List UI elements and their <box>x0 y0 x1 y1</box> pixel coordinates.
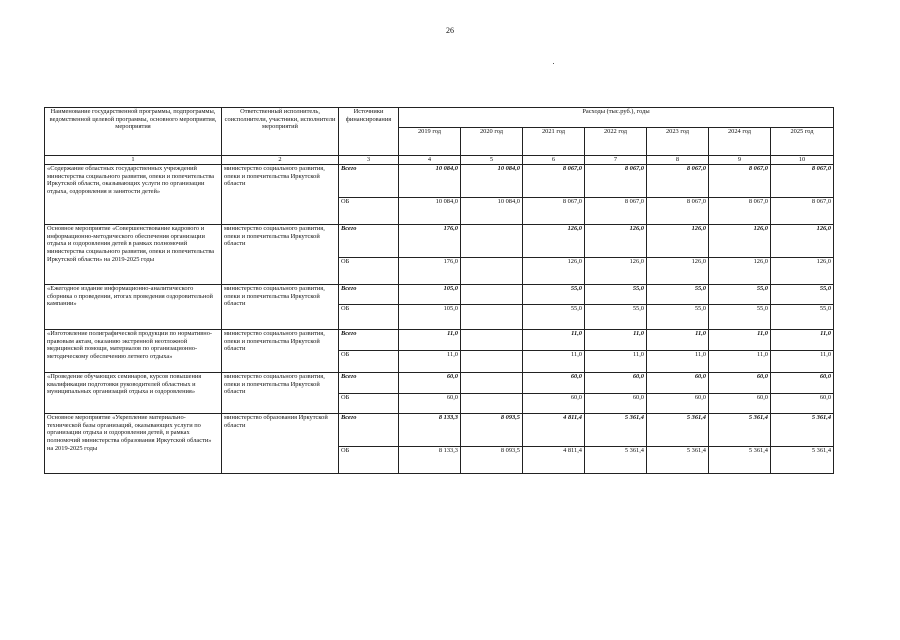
ob-value: 5 361,4 <box>585 447 647 474</box>
total-value: 11,0 <box>523 330 585 351</box>
ob-value: 8 067,0 <box>523 198 585 225</box>
ob-value: 176,0 <box>399 258 461 285</box>
table-row <box>45 330 834 351</box>
measure-name: «Содержание областных государственных учреждений министерства социального развития, опеки и попечительства Иркутской области, оказывающих услуги по организации отдыха, оздоровления и занятости детей» <box>45 165 222 225</box>
header-responsible: Ответственный исполнитель, соисполнители, участники, исполнители мероприятий <box>222 108 339 156</box>
ob-value: 10 084,0 <box>461 198 523 225</box>
ob-value: 8 067,0 <box>585 198 647 225</box>
responsible-executor: министерство социального развития, опеки и попечительства Иркутской области <box>222 165 339 225</box>
source-ob-label: ОБ <box>339 394 399 414</box>
ob-value: 5 361,4 <box>771 447 834 474</box>
ob-value: 8 093,5 <box>461 447 523 474</box>
header-name: Наименование государственной программы, подпрограммы, ведомственной целевой программы, основного мероприятия, мероприятия <box>45 108 222 156</box>
column-number: 10 <box>771 156 834 165</box>
expenses-table <box>44 107 834 474</box>
total-value: 60,0 <box>647 373 709 394</box>
total-value: 5 361,4 <box>647 414 709 447</box>
ob-value: 126,0 <box>709 258 771 285</box>
total-value: 11,0 <box>709 330 771 351</box>
total-value: 126,0 <box>523 225 585 258</box>
ob-value: 11,0 <box>647 351 709 373</box>
total-value: 11,0 <box>771 330 834 351</box>
total-value <box>461 330 523 351</box>
page-number: 26 <box>446 26 454 35</box>
ob-value: 55,0 <box>709 305 771 330</box>
total-value: 8 067,0 <box>585 165 647 198</box>
column-number: 7 <box>585 156 647 165</box>
ob-value: 11,0 <box>709 351 771 373</box>
header-year: 2020 год <box>461 128 523 156</box>
measure-name: «Проведение обучающих семинаров, курсов повышения квалификации подготовки руководителей областных и муниципальных организаций отдыха и оздоровления» <box>45 373 222 414</box>
total-value: 4 811,4 <box>523 414 585 447</box>
total-value: 105,0 <box>399 285 461 305</box>
total-value: 126,0 <box>709 225 771 258</box>
total-value: 60,0 <box>771 373 834 394</box>
ob-value: 126,0 <box>771 258 834 285</box>
total-value: 8 067,0 <box>523 165 585 198</box>
responsible-executor: министерство социального развития, опеки и попечительства Иркутской области <box>222 373 339 414</box>
ob-value: 60,0 <box>585 394 647 414</box>
total-value: 60,0 <box>709 373 771 394</box>
header-year: 2024 год <box>709 128 771 156</box>
total-value: 55,0 <box>647 285 709 305</box>
total-value: 11,0 <box>399 330 461 351</box>
ob-value: 8 133,3 <box>399 447 461 474</box>
total-value: 10 084,0 <box>399 165 461 198</box>
total-value: 8 067,0 <box>647 165 709 198</box>
total-value <box>461 373 523 394</box>
column-number: 9 <box>709 156 771 165</box>
ob-value: 11,0 <box>523 351 585 373</box>
total-value <box>461 225 523 258</box>
ob-value: 11,0 <box>771 351 834 373</box>
ob-value <box>461 305 523 330</box>
total-value: 126,0 <box>647 225 709 258</box>
source-ob-label: ОБ <box>339 258 399 285</box>
ob-value: 60,0 <box>771 394 834 414</box>
responsible-executor: министерство социального развития, опеки и попечительства Иркутской области <box>222 330 339 373</box>
ob-value: 105,0 <box>399 305 461 330</box>
ob-value: 126,0 <box>523 258 585 285</box>
ob-value: 8 067,0 <box>647 198 709 225</box>
ob-value: 55,0 <box>523 305 585 330</box>
ob-value <box>461 351 523 373</box>
total-value: 176,0 <box>399 225 461 258</box>
column-number: 4 <box>399 156 461 165</box>
source-ob-label: ОБ <box>339 305 399 330</box>
ob-value: 126,0 <box>647 258 709 285</box>
ob-value: 8 067,0 <box>709 198 771 225</box>
ob-value: 55,0 <box>647 305 709 330</box>
ob-value <box>461 394 523 414</box>
source-total-label: Всего <box>341 225 357 232</box>
total-value: 55,0 <box>709 285 771 305</box>
source-total-label: Всего <box>341 373 357 380</box>
total-value: 60,0 <box>585 373 647 394</box>
ob-value: 126,0 <box>585 258 647 285</box>
total-value: 5 361,4 <box>585 414 647 447</box>
total-value: 126,0 <box>585 225 647 258</box>
total-value: 55,0 <box>585 285 647 305</box>
total-value: 5 361,4 <box>771 414 834 447</box>
table-row <box>45 414 834 447</box>
ob-value: 5 361,4 <box>709 447 771 474</box>
table-row <box>45 165 834 198</box>
measure-name: «Изготовление полиграфической продукции по нормативно-правовым актам, оказанию экстренной неотложной медицинской помощи, материалов по организационно-методическому обеспечению летнего отдыха» <box>45 330 222 373</box>
source-ob-label: ОБ <box>339 198 399 225</box>
header-year: 2021 год <box>523 128 585 156</box>
source-total-label: Всего <box>341 165 357 172</box>
responsible-executor: министерство социального развития, опеки и попечительства Иркутской области <box>222 285 339 330</box>
total-value: 55,0 <box>523 285 585 305</box>
column-number: 8 <box>647 156 709 165</box>
source-ob-label: ОБ <box>339 351 399 373</box>
column-number: 1 <box>45 156 222 165</box>
total-value: 8 133,3 <box>399 414 461 447</box>
total-value: 8 093,5 <box>461 414 523 447</box>
table-row <box>45 285 834 305</box>
responsible-executor: министерство образования Иркутской области <box>222 414 339 474</box>
ob-value: 11,0 <box>399 351 461 373</box>
table-row <box>45 225 834 258</box>
header-year: 2025 год <box>771 128 834 156</box>
total-value: 11,0 <box>585 330 647 351</box>
source-total-label: Всего <box>341 414 357 421</box>
ob-value: 60,0 <box>399 394 461 414</box>
total-value: 60,0 <box>523 373 585 394</box>
total-value: 5 361,4 <box>709 414 771 447</box>
total-value: 8 067,0 <box>709 165 771 198</box>
header-source: Источники финансирования <box>339 108 399 156</box>
table-row <box>45 373 834 394</box>
source-total-label: Всего <box>341 285 357 292</box>
scan-speck <box>553 63 554 64</box>
measure-name: Основное мероприятие «Совершенствование кадрового и информационно-методического обеспечения организации отдыха и оздоровления детей в рамках полномочий министерства социального развития, опеки и попечительства Иркутской области» на 2019-2025 годы <box>45 225 222 285</box>
ob-value: 10 084,0 <box>399 198 461 225</box>
header-year: 2019 год <box>399 128 461 156</box>
ob-value: 11,0 <box>585 351 647 373</box>
ob-value: 60,0 <box>523 394 585 414</box>
source-total-label: Всего <box>341 330 357 337</box>
total-value: 60,0 <box>399 373 461 394</box>
column-number: 6 <box>523 156 585 165</box>
header-year: 2023 год <box>647 128 709 156</box>
ob-value: 60,0 <box>709 394 771 414</box>
ob-value: 60,0 <box>647 394 709 414</box>
total-value <box>461 285 523 305</box>
ob-value: 55,0 <box>771 305 834 330</box>
total-value: 55,0 <box>771 285 834 305</box>
measure-name: «Ежегодное издание информационно-аналитического сборника о проведении, итогах проведения оздоровительной кампании» <box>45 285 222 330</box>
column-number: 2 <box>222 156 339 165</box>
column-number: 3 <box>339 156 399 165</box>
total-value: 126,0 <box>771 225 834 258</box>
header-year: 2022 год <box>585 128 647 156</box>
ob-value: 5 361,4 <box>647 447 709 474</box>
total-value: 8 067,0 <box>771 165 834 198</box>
header-expenses: Расходы (тыс.руб.), годы <box>399 108 834 128</box>
responsible-executor: министерство социального развития, опеки и попечительства Иркутской области <box>222 225 339 285</box>
ob-value <box>461 258 523 285</box>
total-value: 11,0 <box>647 330 709 351</box>
source-ob-label: ОБ <box>339 447 399 474</box>
column-number: 5 <box>461 156 523 165</box>
ob-value: 55,0 <box>585 305 647 330</box>
measure-name: Основное мероприятие «Укрепление материально-технической базы организаций, оказывающих услуги по организации отдыха и оздоровления детей, в рамках полномочий министерства образования Иркутской области» на 2019-2025 годы <box>45 414 222 474</box>
ob-value: 4 811,4 <box>523 447 585 474</box>
ob-value: 8 067,0 <box>771 198 834 225</box>
total-value: 10 084,0 <box>461 165 523 198</box>
